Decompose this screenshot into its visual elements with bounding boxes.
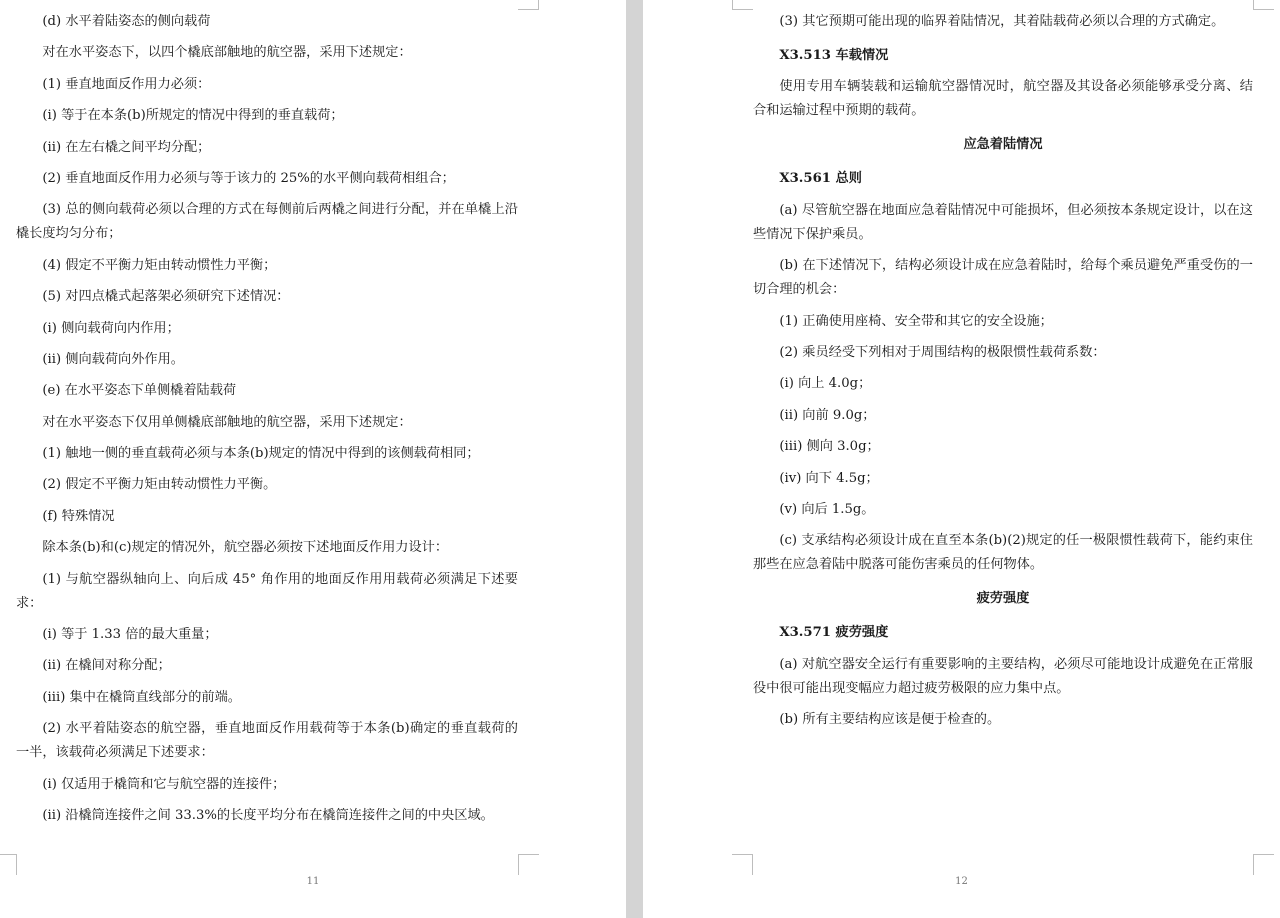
paragraph: (1) 正确使用座椅、安全带和其它的安全设施；	[779, 313, 1053, 329]
chapter-heading: 疲劳强度	[976, 591, 1030, 607]
paragraph: (2) 水平着陆姿态的航空器，垂直地面反作用载荷等于本条(b)确定的垂直载荷的一半，该载荷必须满足下述要求：	[16, 721, 518, 761]
paragraph: 对在水平姿态下，以四个橇底部触地的航空器，采用下述规定：	[42, 45, 412, 61]
crop-mark-bottom-right	[1253, 854, 1274, 875]
paragraph: 除本条(b)和(c)规定的情况外，航空器必须按下述地面反作用力设计：	[42, 540, 449, 556]
page-gutter	[626, 0, 643, 918]
paragraph: (iii) 集中在橇筒直线部分的前端。	[42, 689, 241, 705]
paragraph: (i) 仅适用于橇筒和它与航空器的连接件；	[42, 776, 286, 792]
crop-mark-bottom-left	[0, 854, 17, 875]
paragraph: (v) 向后 1.5g。	[779, 501, 875, 517]
crop-mark-bottom-right	[518, 854, 539, 875]
chapter-heading: 应急着陆情况	[963, 137, 1043, 153]
paragraph: (a) 对航空器安全运行有重要影响的主要结构，必须尽可能地设计成避免在正常服役中很可能出现变幅应力超过疲劳极限的应力集中点。	[753, 656, 1253, 696]
paragraph: (2) 垂直地面反作用力必须与等于该力的 25%的水平侧向载荷相组合；	[42, 170, 455, 186]
paragraph: (b) 所有主要结构应该是便于检查的。	[779, 712, 1001, 728]
paragraph: (ii) 侧向载荷向外作用。	[42, 351, 184, 367]
page-content	[16, 10, 518, 835]
paragraph: (i) 向上 4.0g；	[779, 376, 872, 392]
paragraph: (ii) 沿橇筒连接件之间 33.3%的长度平均分布在橇筒连接件之间的中央区域。	[42, 807, 494, 823]
section-heading: X3.513 车载情况	[779, 48, 889, 63]
paragraph: (1) 触地一侧的垂直载荷必须与本条(b)规定的情况中得到的该侧载荷相同；	[42, 446, 480, 462]
page-content	[753, 10, 1253, 739]
paragraph: (2) 假定不平衡力矩由转动惯性力平衡。	[42, 477, 277, 493]
paragraph: 使用专用车辆装载和运输航空器情况时，航空器及其设备必须能够承受分离、结合和运输过程中预期的载荷。	[753, 79, 1253, 119]
section-heading: X3.561 总则	[779, 171, 862, 187]
paragraph: (4) 假定不平衡力矩由转动惯性力平衡；	[42, 257, 277, 273]
paragraph: (c) 支承结构必须设计成在直至本条(b)(2)规定的任一极限惯性载荷下，能约束住那些在应急着陆中脱落可能伤害乘员的任何物体。	[753, 533, 1253, 573]
page-number: 11	[306, 876, 320, 887]
paragraph: (e) 在水平姿态下单侧橇着陆载荷	[42, 383, 237, 399]
paragraph: (iv) 向下 4.5g；	[779, 470, 879, 486]
paragraph: 对在水平姿态下仅用单侧橇底部触地的航空器，采用下述规定：	[42, 414, 412, 430]
paragraph: (iii) 侧向 3.0g；	[779, 439, 880, 455]
paragraph: (i) 等于 1.33 倍的最大重量；	[42, 627, 218, 643]
page-12	[643, 0, 1280, 918]
paragraph: (i) 侧向载荷向内作用；	[42, 320, 180, 336]
paragraph: (ii) 在橇间对称分配；	[42, 658, 171, 674]
paragraph: (i) 等于在本条(b)所规定的情况中得到的垂直载荷；	[42, 108, 344, 124]
section-heading: X3.571 疲劳强度	[779, 625, 889, 641]
paragraph: (2) 乘员经受下列相对于周围结构的极限惯性载荷系数：	[779, 344, 1106, 360]
crop-mark-bottom-left	[732, 854, 753, 875]
paragraph: (5) 对四点橇式起落架必须研究下述情况：	[42, 289, 290, 305]
paragraph: (a) 尽管航空器在地面应急着陆情况中可能损坏，但必须按本条规定设计，以在这些情况下保护乘员。	[753, 202, 1253, 242]
paragraph: (3) 总的侧向载荷必须以合理的方式在每侧前后两橇之间进行分配，并在单橇上沿橇长度均匀分布；	[16, 202, 518, 242]
crop-mark-top-right	[1253, 0, 1274, 10]
paragraph: (b) 在下述情况下，结构必须设计成在应急着陆时，给每个乘员避免严重受伤的一切合理的机会：	[753, 258, 1253, 298]
page-number: 12	[955, 876, 968, 887]
paragraph: (1) 与航空器纵轴向上、向后成 45° 角作用的地面反作用用载荷必须满足下述要求：	[16, 571, 518, 611]
paragraph: (d) 水平着陆姿态的侧向载荷	[42, 14, 211, 29]
page-11	[0, 0, 626, 918]
crop-mark-top-left	[518, 0, 539, 10]
paragraph: (1) 垂直地面反作用力必须：	[42, 76, 211, 92]
crop-mark-top-left	[732, 0, 753, 10]
paragraph: (3) 其它预期可能出现的临界着陆情况，其着陆载荷必须以合理的方式确定。	[779, 14, 1225, 29]
paragraph: (ii) 向前 9.0g；	[779, 407, 876, 423]
paragraph: (ii) 在左右橇之间平均分配；	[42, 139, 211, 155]
paragraph: (f) 特殊情况	[42, 508, 115, 524]
